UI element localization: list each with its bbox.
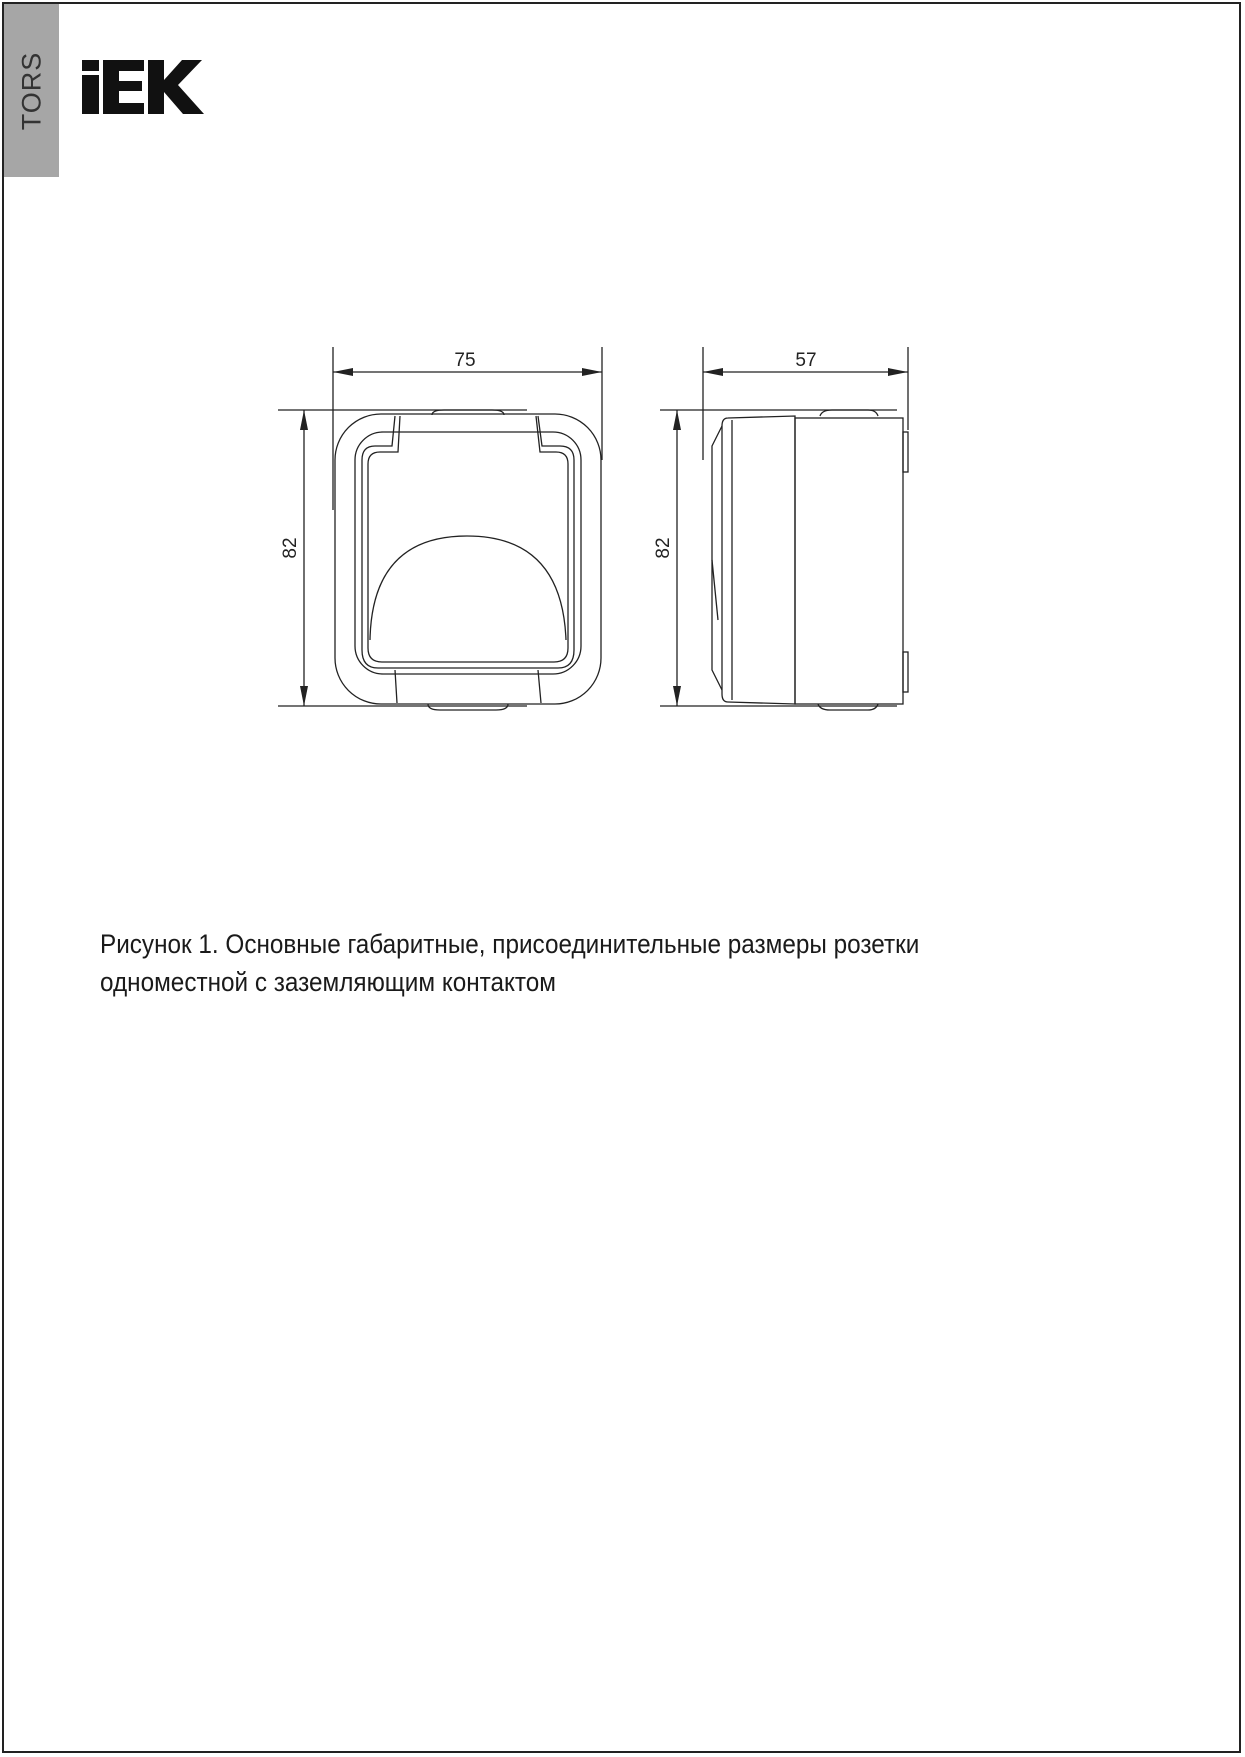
series-label: TORS	[16, 51, 46, 130]
figure-caption	[100, 925, 1000, 1001]
side-arrows	[673, 368, 908, 706]
side-view	[660, 347, 908, 710]
dimension-drawing	[0, 0, 1245, 760]
caption-line-2: одноместной с заземляющим контактом	[100, 967, 557, 997]
front-height-label: 82	[280, 537, 301, 559]
side-height-label: 82	[653, 537, 674, 559]
side-depth-label: 57	[795, 350, 817, 371]
front-width-label: 75	[454, 350, 476, 371]
caption-line-1: Рисунок 1. Основные габаритные, присоединительные размеры розетки	[100, 929, 920, 959]
front-view	[278, 347, 602, 710]
